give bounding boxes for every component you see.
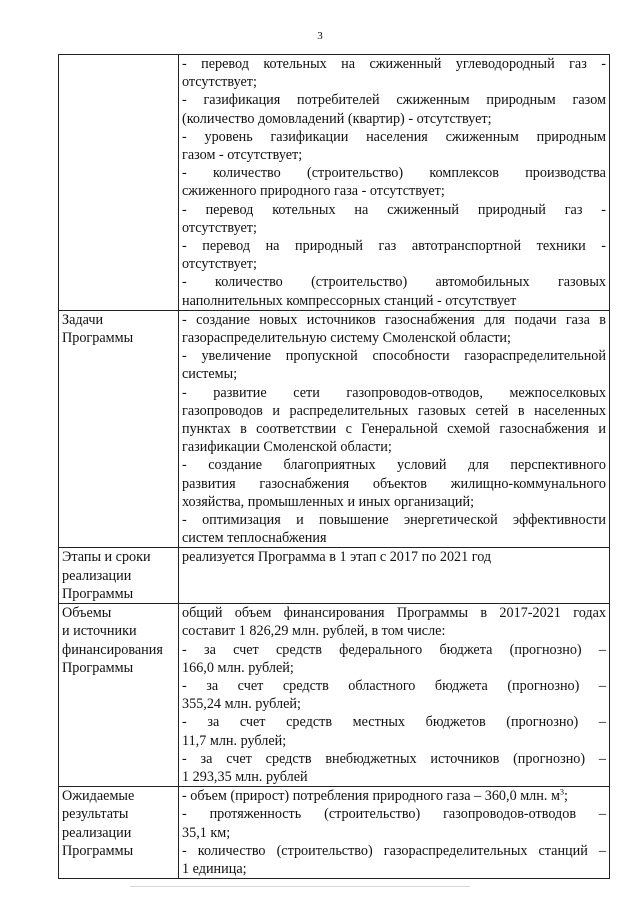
row-label-cell	[59, 548, 179, 604]
content-line-text: отсутствует;	[182, 256, 257, 273]
table-row	[59, 310, 610, 548]
content-line	[182, 768, 606, 786]
content-line	[182, 110, 606, 128]
row-content-cell	[179, 55, 610, 311]
row-content-cell	[179, 604, 610, 787]
table-row	[59, 55, 610, 311]
content-line	[182, 805, 606, 823]
row-label-cell	[59, 310, 179, 548]
content-line	[182, 292, 606, 310]
content-line-text: газификации Смоленской области;	[182, 439, 392, 456]
row-label-line: Программы	[62, 842, 134, 859]
page-number: 3	[317, 30, 323, 42]
content-line	[182, 91, 606, 109]
content-line-text: составит 1 826,29 млн. рублей, в том числе:	[182, 623, 446, 640]
content-line	[182, 311, 606, 329]
content-line-text: газораспределительную систему Смоленской области;	[182, 330, 511, 347]
content-line-text: системы;	[182, 366, 238, 383]
content-line	[182, 456, 606, 474]
row-label-cell	[59, 787, 179, 879]
content-line-text: - создание благоприятных условий для перспективного	[182, 457, 606, 474]
content-line	[182, 438, 606, 456]
row-label-line: финансирования	[62, 641, 163, 658]
row-label-line: Программы	[62, 659, 134, 676]
content-line	[182, 713, 606, 731]
content-line	[182, 365, 606, 383]
row-label-cell	[59, 604, 179, 787]
content-line-text: - количество (строительство) автомобильных газовых	[182, 274, 606, 291]
content-line-text: газопроводов и распределительных газовых сетей в населенных	[182, 402, 606, 419]
content-line-text: 1 293,35 млн. рублей	[182, 768, 308, 785]
content-line	[182, 384, 606, 402]
scan-artifact-line	[130, 886, 470, 887]
content-line	[182, 164, 606, 182]
content-line-text: 11,7 млн. рублей;	[182, 732, 287, 749]
row-label-line: Задачи	[62, 311, 104, 328]
content-line	[182, 677, 606, 695]
content-line	[182, 824, 606, 842]
content-line	[182, 219, 606, 237]
row-label-line: реализации	[62, 824, 132, 841]
row-label-line: Этапы и сроки	[62, 549, 151, 566]
row-label-line: и источники	[62, 623, 137, 640]
content-line	[182, 329, 606, 347]
content-line-text: - перевод котельных на сжиженный природный газ -	[182, 201, 606, 218]
content-line	[182, 182, 606, 200]
content-line	[182, 604, 606, 622]
row-label-line: Ожидаемые	[62, 788, 135, 805]
content-line-text: - перевод на природный газ автотранспортной техники -	[182, 238, 606, 255]
unit-superscript: 3	[559, 787, 564, 797]
unit-suffix: ;	[563, 788, 568, 805]
table-row	[59, 604, 610, 787]
content-line	[182, 493, 606, 511]
content-line-text: - увеличение пропускной способности газораспределительной	[182, 348, 606, 365]
content-line-text: наполнительных компрессорных станций - отсутствует	[182, 292, 517, 309]
content-line-text: реализуется Программа в 1 этап с 2017 по 2021 год	[182, 549, 492, 566]
content-line	[182, 201, 606, 219]
content-line	[182, 659, 606, 677]
content-line-text: - протяженность (строительство) газопроводов-отводов –	[182, 806, 606, 823]
content-line	[182, 750, 606, 768]
content-line-text: 35,1 км;	[182, 824, 231, 841]
content-line-text: - за счет средств федерального бюджета (прогнозно) –	[182, 641, 606, 658]
content-line-text: - перевод котельных на сжиженный углеводородный газ -	[182, 56, 606, 72]
content-line	[182, 55, 606, 73]
row-label-line: реализации	[62, 567, 132, 584]
content-line-text: 166,0 млн. рублей;	[182, 659, 294, 676]
content-line-text: - развитие сети газопроводов-отводов, межпоселковых	[182, 384, 606, 401]
content-line-text: - за счет средств внебюджетных источников (прогнозно) –	[182, 750, 606, 767]
content-line-text: - оптимизация и повышение энергетической эффективности	[182, 512, 606, 529]
content-line	[182, 237, 606, 255]
content-line	[182, 511, 606, 529]
content-line	[182, 622, 606, 640]
content-line-text: - за счет средств местных бюджетов (прогнозно) –	[182, 714, 606, 731]
row-content-cell	[179, 310, 610, 548]
content-line-text: газом - отсутствует;	[182, 147, 303, 164]
content-line-text: общий объем финансирования Программы в 2017-2021 годах	[182, 605, 606, 622]
content-line-text: - создание новых источников газоснабжения для подачи газа в	[182, 311, 606, 328]
content-line-text: отсутствует;	[182, 74, 257, 91]
row-label-cell	[59, 55, 179, 311]
content-line	[182, 732, 606, 750]
content-line	[182, 641, 606, 659]
content-line-text: развития газоснабжения объектов жилищно-коммунального	[182, 475, 606, 492]
content-line-text: - за счет средств областного бюджета (прогнозно) –	[182, 677, 606, 694]
row-content-cell	[179, 548, 610, 604]
content-line-text: 1 единица;	[182, 860, 247, 877]
content-line	[182, 529, 606, 547]
content-line-text: - уровень газификации населения сжиженным природным	[182, 128, 606, 145]
content-line-text: (количество домовладений (квартир) - отсутствует;	[182, 110, 492, 127]
content-line	[182, 402, 606, 420]
content-line-text: пунктах в соответствии с Генеральной схемой газоснабжения и	[182, 421, 606, 438]
content-line	[182, 255, 606, 273]
content-line	[182, 146, 606, 164]
content-line-text: отсутствует;	[182, 219, 257, 236]
program-passport-table	[58, 54, 610, 879]
content-line-text: сжиженного природного газа - отсутствует;	[182, 183, 445, 200]
content-line	[182, 695, 606, 713]
content-line	[182, 73, 606, 91]
content-line	[182, 273, 606, 291]
content-line	[182, 787, 606, 805]
content-line-text: хозяйства, промышленных и иных организаций;	[182, 493, 475, 510]
content-line-text: систем теплоснабжения	[182, 530, 327, 547]
content-line	[182, 128, 606, 146]
table-row	[59, 548, 610, 604]
row-label-line: Программы	[62, 330, 134, 347]
row-label-line: Объемы	[62, 605, 112, 622]
content-line	[182, 347, 606, 365]
content-line	[182, 842, 606, 860]
content-line-text: - объем (прирост) потребления природного газа – 360,0 млн. м	[182, 788, 560, 805]
content-line-text: - количество (строительство) комплексов производства	[182, 165, 606, 182]
content-line-text: 355,24 млн. рублей;	[182, 696, 301, 713]
table-row	[59, 787, 610, 879]
row-content-cell	[179, 787, 610, 879]
content-line	[182, 860, 606, 878]
content-line-text: - газификация потребителей сжиженным природным газом	[182, 92, 606, 109]
row-label-line: Программы	[62, 585, 134, 602]
content-line	[182, 475, 606, 493]
content-line	[182, 548, 606, 566]
row-label-line: результаты	[62, 806, 129, 823]
content-line-text: - количество (строительство) газораспределительных станций –	[182, 842, 606, 859]
content-line	[182, 420, 606, 438]
